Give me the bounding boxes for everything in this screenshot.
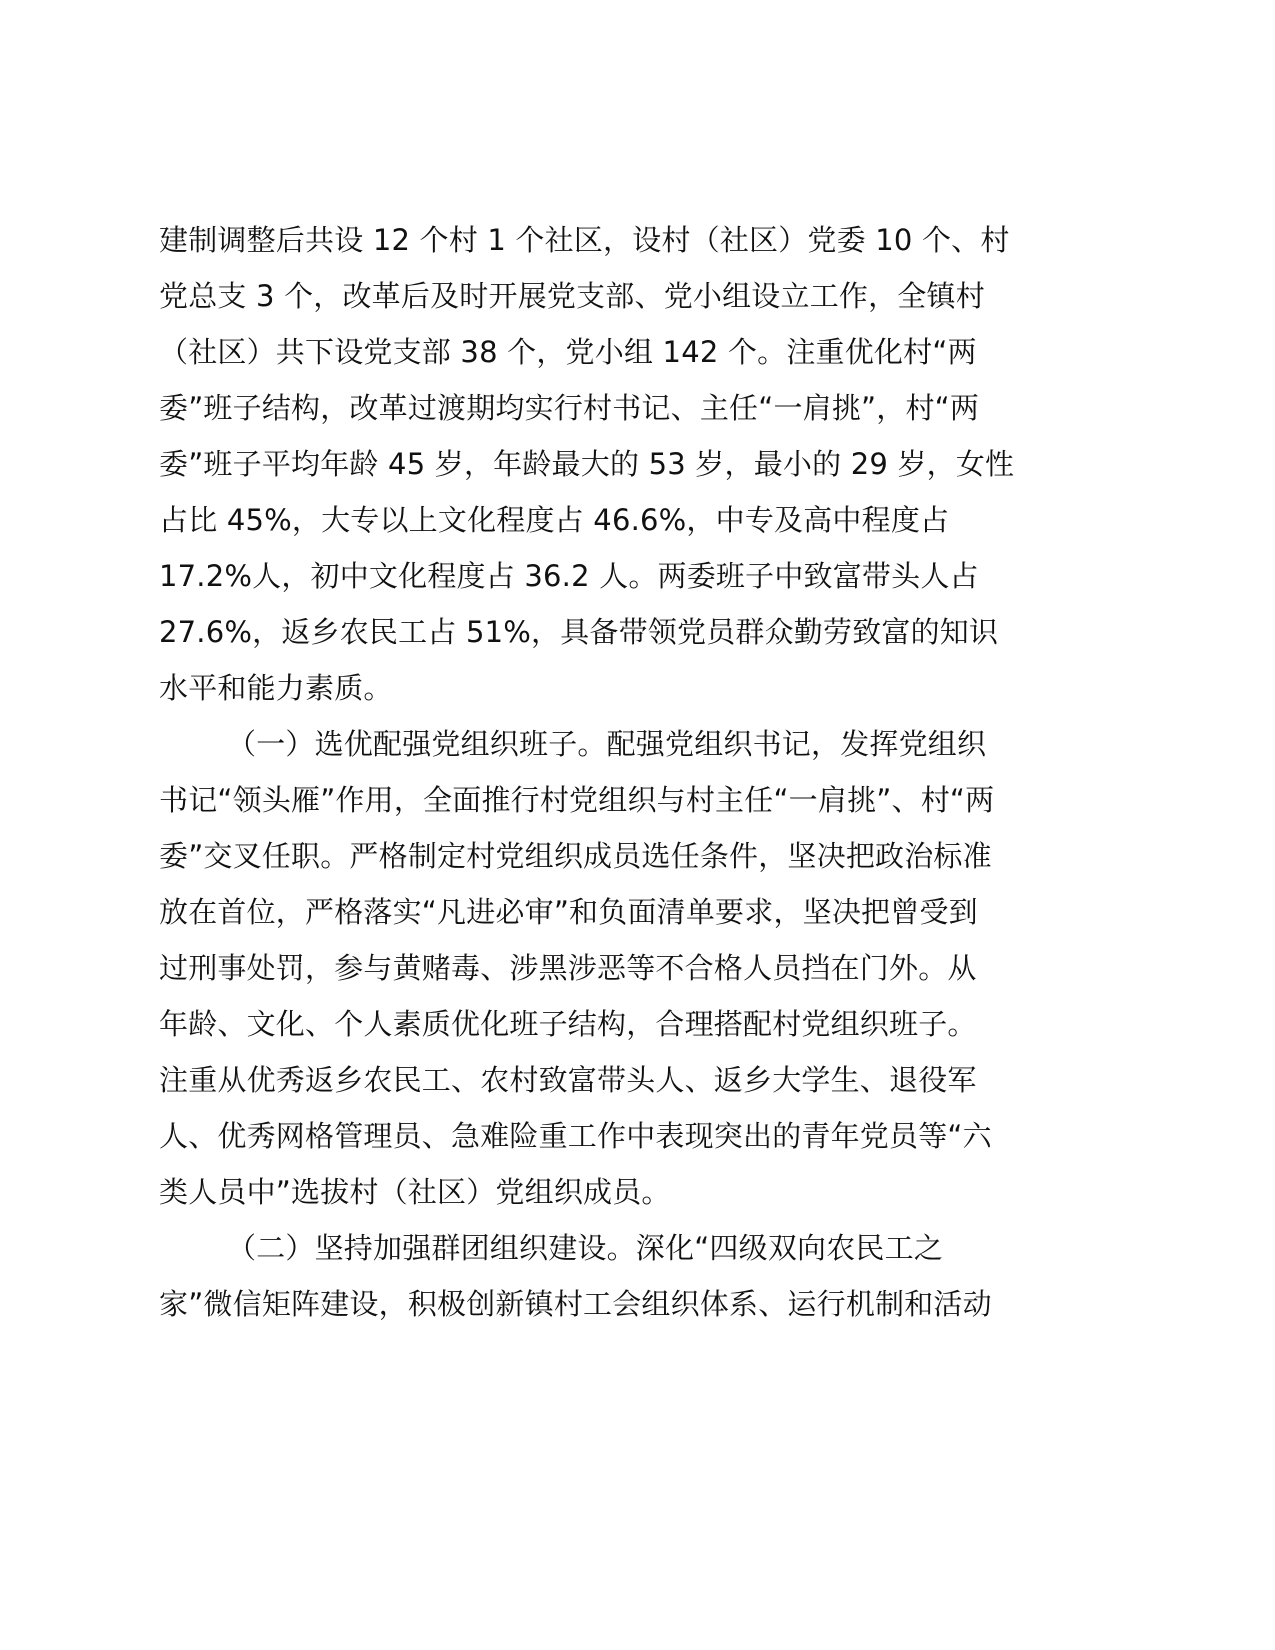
section-heading-line: （二）坚持加强群团组织建设。深化“四级双向农民工之	[227, 1231, 944, 1265]
text-line: 党总支 3 个，改革后及时开展党支部、党小组设立工作，全镇村	[159, 279, 985, 313]
text-line: 委”班子平均年龄 45 岁，年龄最大的 53 岁，最小的 29 岁，女性	[159, 447, 1015, 481]
text-line: 家”微信矩阵建设，积极创新镇村工会组织体系、运行机制和活动	[159, 1287, 992, 1321]
text-line: 年龄、文化、个人素质优化班子结构，合理搭配村党组织班子。	[159, 1007, 977, 1041]
text-line: （社区）共下设党支部 38 个，党小组 142 个。注重优化村“两	[159, 335, 977, 369]
text-line: 放在首位，严格落实“凡进必审”和负面清单要求，坚决把曾受到	[159, 895, 978, 929]
text-line: 17.2%人，初中文化程度占 36.2 人。两委班子中致富带头人占	[159, 559, 979, 593]
text-line: 27.6%，返乡农民工占 51%，具备带领党员群众勤劳致富的知识	[159, 615, 999, 649]
text-line: 建制调整后共设 12 个村 1 个社区，设村（社区）党委 10 个、村	[159, 223, 1010, 257]
text-line: 委”交叉任职。严格制定村党组织成员选任条件，坚决把政治标准	[159, 839, 992, 873]
section-heading-line: （一）选优配强党组织班子。配强党组织书记，发挥党组织	[227, 727, 987, 761]
text-line: 注重从优秀返乡农民工、农村致富带头人、返乡大学生、退役军	[159, 1063, 977, 1097]
text-line: 类人员中”选拔村（社区）党组织成员。	[159, 1175, 671, 1209]
text-line: 过刑事处罚，参与黄赌毒、涉黑涉恶等不合格人员挡在门外。从	[159, 951, 977, 985]
text-line: 水平和能力素质。	[159, 671, 393, 705]
body-text	[159, 212, 1079, 1332]
text-line: 占比 45%，大专以上文化程度占 46.6%，中专及高中程度占	[159, 503, 950, 537]
text-line: 书记“领头雁”作用，全面推行村党组织与村主任“一肩挑”、村“两	[159, 783, 995, 817]
text-line: 人、优秀网格管理员、急难险重工作中表现突出的青年党员等“六	[159, 1119, 992, 1153]
text-line: 委”班子结构，改革过渡期均实行村书记、主任“一肩挑”，村“两	[159, 391, 980, 425]
